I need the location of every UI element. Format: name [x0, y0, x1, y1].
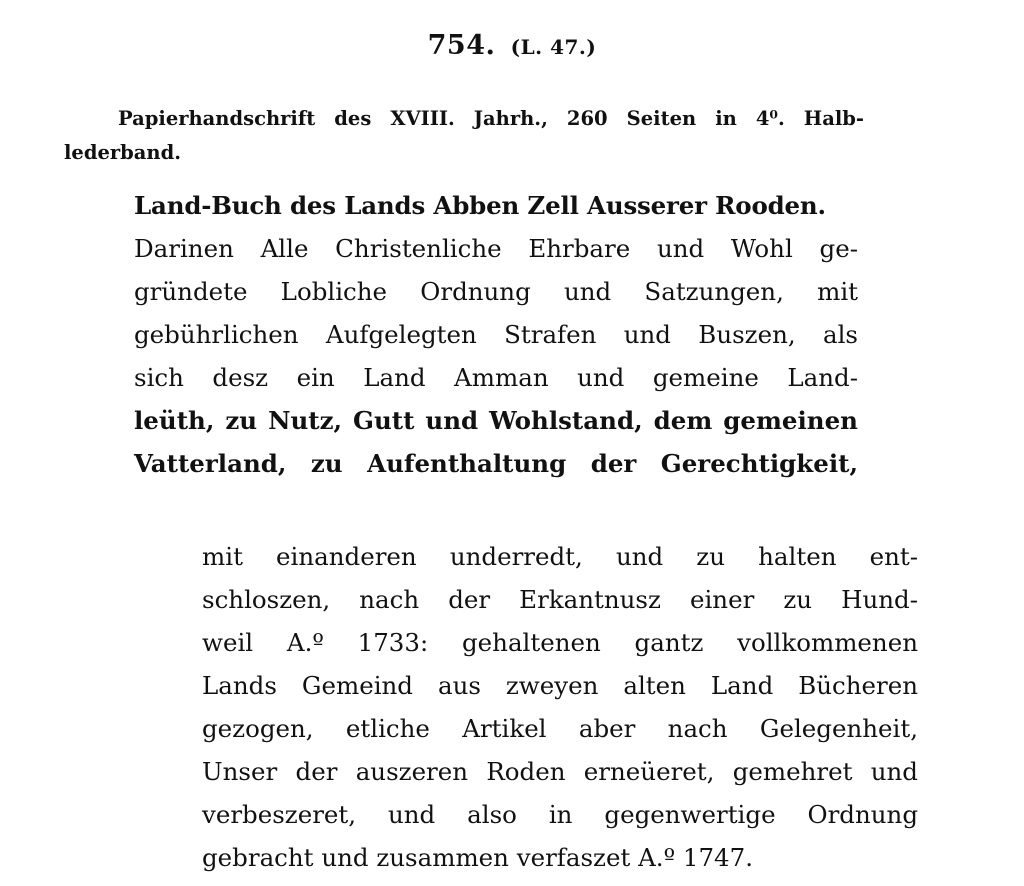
catalog-heading — [0, 30, 1024, 61]
text-line: weil A.º 1733: gehaltenen gantz vollkommenen — [202, 628, 918, 657]
title-block — [134, 184, 858, 485]
text-line: gründete Lobliche Ordnung und Satzungen, mit — [134, 277, 858, 306]
text-line: Vatterland, zu Aufenthaltung der Gerechtigkeit, — [134, 449, 858, 478]
manuscript-description — [64, 102, 864, 170]
text-line: Darinen Alle Christenliche Ehrbare und Wohl ge- — [134, 234, 858, 263]
text-line: gebührlichen Aufgelegten Strafen und Buszen, als — [134, 320, 858, 349]
catalog-reference: (L. 47.) — [510, 35, 597, 59]
continuation-block — [202, 535, 918, 879]
text-line: leüth, zu Nutz, Gutt und Wohlstand, dem gemeinen — [134, 406, 858, 435]
text-line: gezogen, etliche Artikel aber nach Gelegenheit, — [202, 714, 918, 743]
text-line: mit einanderen underredt, und zu halten ent- — [202, 542, 918, 571]
text-line: sich desz ein Land Amman und gemeine Land- — [134, 363, 858, 392]
text-line: Lands Gemeind aus zweyen alten Land Bücheren — [202, 671, 918, 700]
description-line: Papierhandschrift des XVIII. Jahrh., 260 Seiten in 4⁰. Halb- — [118, 107, 864, 130]
catalog-number: 754. — [427, 30, 496, 61]
text-line: gebracht und zusammen verfaszet A.º 1747. — [202, 843, 754, 872]
description-line: lederband. — [64, 141, 181, 164]
text-line: Unser der auszeren Roden erneüeret, gemehret und — [202, 757, 918, 786]
manuscript-title: Land-Buch des Lands Abben Zell Ausserer Rooden. — [134, 191, 826, 220]
text-line: verbeszeret, und also in gegenwertige Ordnung — [202, 800, 918, 829]
text-line: schloszen, nach der Erkantnusz einer zu Hund- — [202, 585, 918, 614]
